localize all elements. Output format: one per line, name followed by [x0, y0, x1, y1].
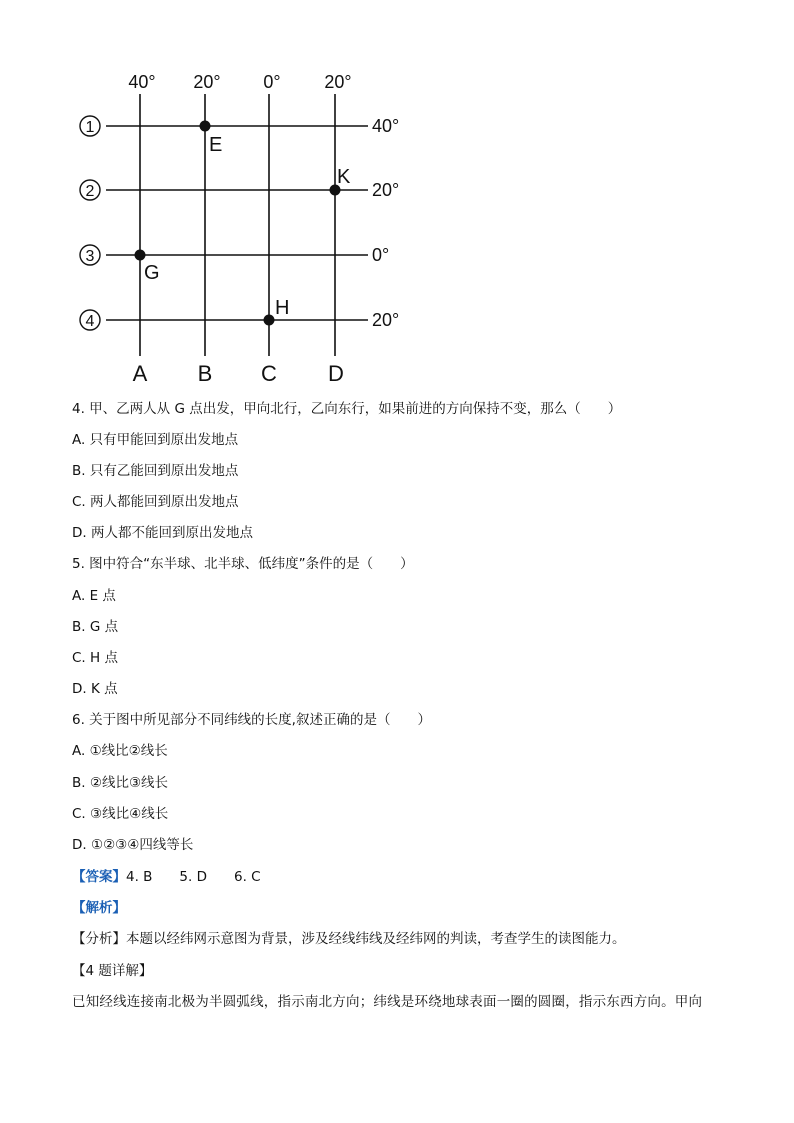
q4-option-d: D. 两人都不能回到原出发地点: [72, 525, 253, 541]
q6-option-b: B. ②线比③线长: [72, 775, 169, 791]
fenxi-line: [72, 930, 626, 948]
answer-label: 【答案】: [72, 869, 126, 885]
bottom-label-b: B: [197, 361, 213, 386]
q5-stem: 5. 图中符合“东半球、北半球、低纬度”条件的是（ ）: [72, 556, 414, 572]
q5-option-d: D. K 点: [72, 681, 118, 697]
q6-option-c: C. ③线比④线长: [72, 806, 169, 822]
q4-option-c: C. 两人都能回到原出发地点: [72, 494, 239, 510]
graticule-diagram: [0, 0, 794, 400]
bottom-label-c: C: [261, 361, 277, 386]
row-label-2: 2: [85, 183, 95, 200]
point-k-label: K: [337, 166, 351, 188]
point-h: [264, 315, 275, 326]
right-label-3: 0°: [372, 245, 390, 265]
right-label-1: 40°: [372, 116, 400, 136]
bottom-label-a: A: [132, 361, 148, 386]
fenxi-text: 本题以经纬网示意图为背景，涉及经线纬线及经纬网的判读，考查学生的读图能力。: [126, 931, 626, 947]
q4-stem: 4. 甲、乙两人从 G 点出发，甲向北行，乙向东行，如果前进的方向保持不变，那么（ ）: [72, 401, 622, 417]
point-e-label: E: [209, 134, 223, 156]
point-g: [135, 250, 146, 261]
point-e: [200, 121, 211, 132]
top-label-d: 20°: [324, 72, 352, 92]
q4-option-a: A. 只有甲能回到原出发地点: [72, 432, 239, 448]
answer-text: 4. B 5. D 6. C: [126, 869, 261, 885]
fenxi-label: 【分析】: [72, 931, 126, 947]
q6-option-a: A. ①线比②线长: [72, 743, 168, 759]
q6-stem: 6. 关于图中所见部分不同纬线的长度,叙述正确的是（ ）: [72, 712, 431, 728]
q5-option-a: A. E 点: [72, 588, 116, 604]
point-h-label: H: [275, 297, 290, 319]
bottom-label-d: D: [328, 361, 344, 386]
row-label-3: 3: [85, 248, 95, 265]
point-g-label: G: [144, 262, 160, 284]
top-label-a: 40°: [128, 72, 156, 92]
q4-option-b: B. 只有乙能回到原出发地点: [72, 463, 239, 479]
analysis-label: 【解析】: [72, 900, 126, 916]
detail-text: 已知经线连接南北极为半圆弧线，指示南北方向；纬线是环绕地球表面一圈的圆圈，指示东西方向。甲向: [72, 994, 703, 1010]
row-label-1: 1: [85, 119, 95, 136]
detail-heading: 【4 题详解】: [72, 963, 153, 979]
right-label-4: 20°: [372, 310, 400, 330]
answer-line: [72, 868, 261, 886]
q5-option-c: C. H 点: [72, 650, 118, 666]
analysis-heading: [72, 899, 126, 917]
q5-option-b: B. G 点: [72, 619, 119, 635]
right-label-2: 20°: [372, 180, 400, 200]
row-label-4: 4: [85, 313, 95, 330]
top-label-b: 20°: [193, 72, 221, 92]
q6-option-d: D. ①②③④四线等长: [72, 837, 194, 853]
top-label-c: 0°: [263, 72, 281, 92]
